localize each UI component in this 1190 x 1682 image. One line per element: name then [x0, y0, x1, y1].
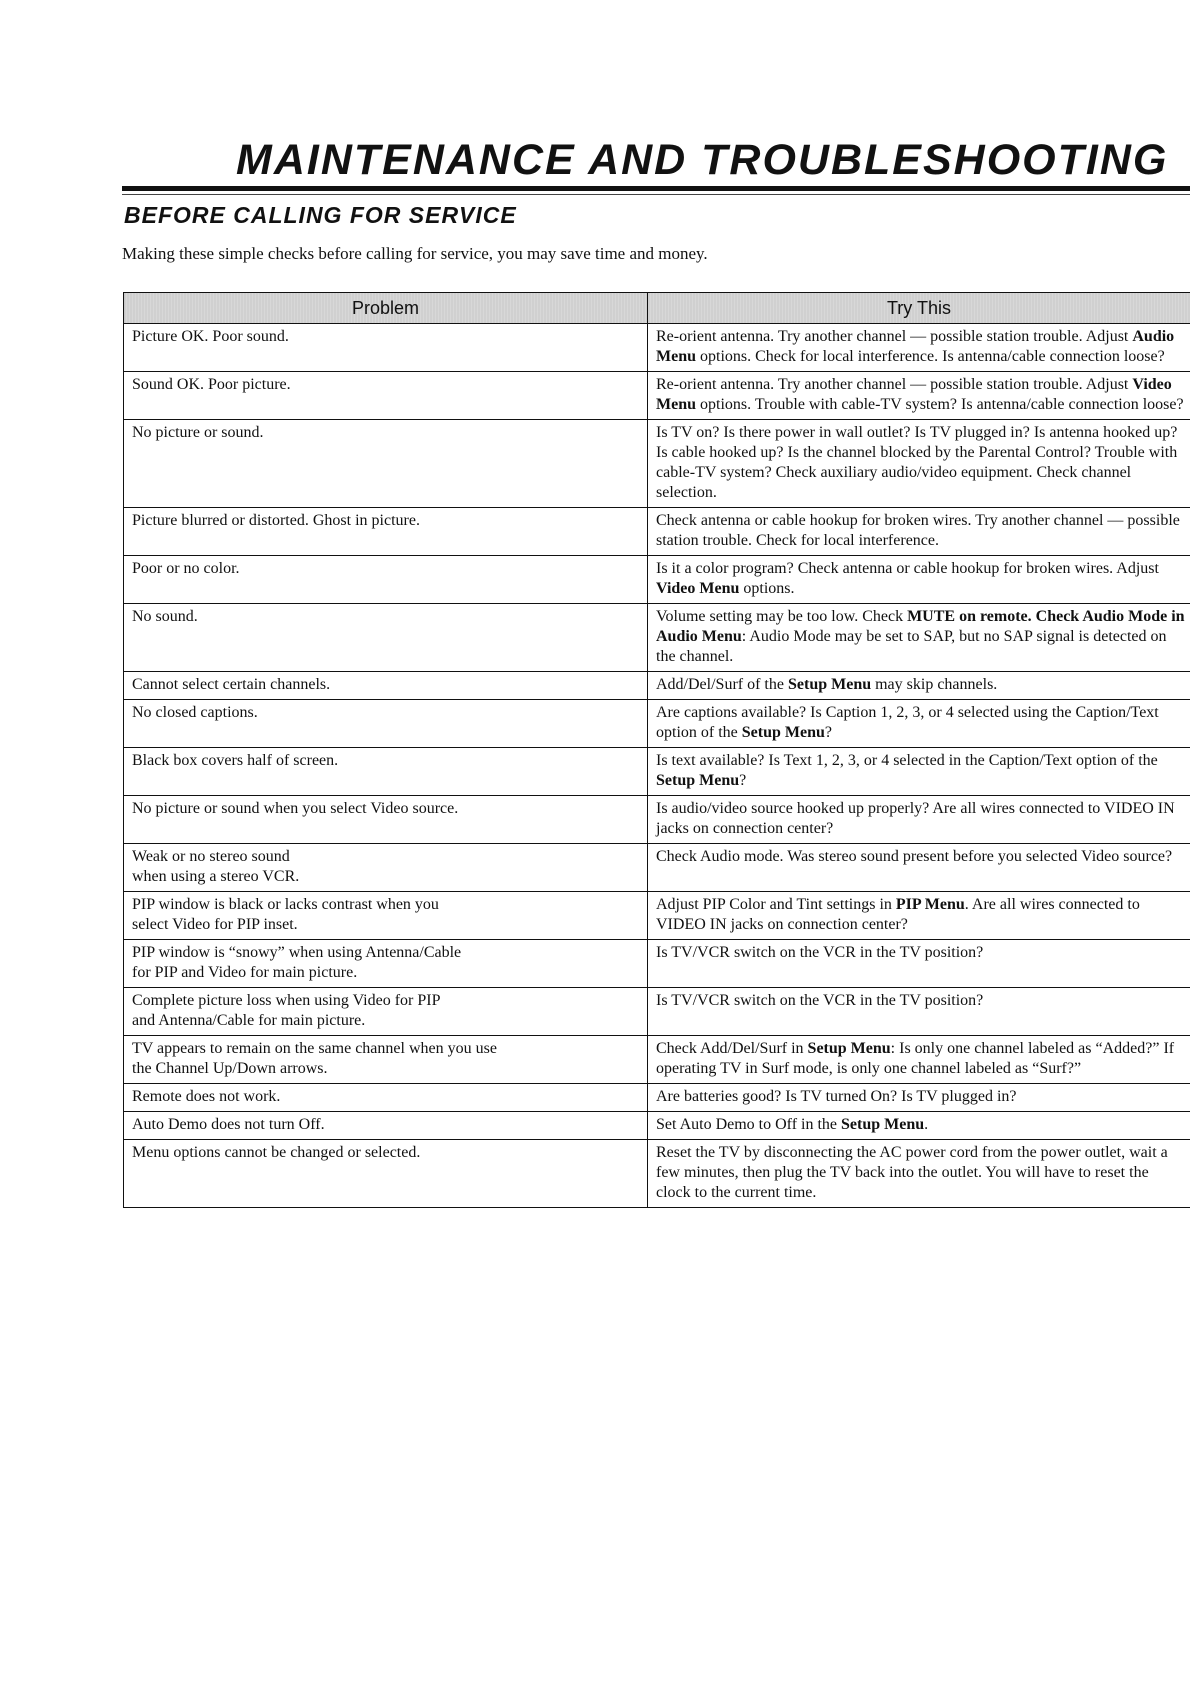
table-header-row: [124, 293, 1190, 324]
problem-cell: Remote does not work.: [124, 1084, 648, 1112]
page-title: MAINTENANCE AND TROUBLESHOOTING: [236, 136, 1169, 184]
table-row: [124, 508, 1190, 556]
table-row: [124, 748, 1190, 796]
problem-cell: PIP window is “snowy” when using Antenna/Cable for PIP and Video for main picture.: [124, 940, 648, 988]
header-try-this: Try This: [648, 293, 1190, 324]
problem-cell: TV appears to remain on the same channel when you use the Channel Up/Down arrows.: [124, 1036, 648, 1084]
table-row: [124, 844, 1190, 892]
try-this-cell: Add/Del/Surf of the Setup Menu may skip channels.: [648, 672, 1190, 700]
problem-cell: Black box covers half of screen.: [124, 748, 648, 796]
table-row: [124, 988, 1190, 1036]
try-this-cell: Is TV/VCR switch on the VCR in the TV position?: [648, 940, 1190, 988]
table-row: [124, 372, 1190, 420]
table-body: [124, 324, 1190, 1208]
table-row: [124, 420, 1190, 508]
table-row: [124, 892, 1190, 940]
problem-cell: No sound.: [124, 604, 648, 672]
problem-cell: Picture blurred or distorted. Ghost in picture.: [124, 508, 648, 556]
try-this-cell: Set Auto Demo to Off in the Setup Menu.: [648, 1112, 1190, 1140]
table-row: [124, 324, 1190, 372]
problem-cell: No picture or sound.: [124, 420, 648, 508]
table-row: [124, 1112, 1190, 1140]
problem-cell: Auto Demo does not turn Off.: [124, 1112, 648, 1140]
problem-cell: Complete picture loss when using Video for PIP and Antenna/Cable for main picture.: [124, 988, 648, 1036]
table-row: [124, 1036, 1190, 1084]
try-this-cell: Are captions available? Is Caption 1, 2, 3, or 4 selected using the Caption/Text option of the Setup Menu?: [648, 700, 1190, 748]
problem-cell: Picture OK. Poor sound.: [124, 324, 648, 372]
try-this-cell: Volume setting may be too low. Check MUTE on remote. Check Audio Mode in Audio Menu: Audio Mode may be set to SAP, but no SAP signal is detected on the channel.: [648, 604, 1190, 672]
problem-cell: Menu options cannot be changed or selected.: [124, 1140, 648, 1208]
try-this-cell: Check antenna or cable hookup for broken wires. Try another channel — possible station trouble. Check for local interference.: [648, 508, 1190, 556]
title-rule-thin: [122, 194, 1190, 195]
try-this-cell: Are batteries good? Is TV turned On? Is TV plugged in?: [648, 1084, 1190, 1112]
try-this-cell: Check Audio mode. Was stereo sound present before you selected Video source?: [648, 844, 1190, 892]
problem-cell: Poor or no color.: [124, 556, 648, 604]
problem-cell: PIP window is black or lacks contrast when you select Video for PIP inset.: [124, 892, 648, 940]
intro-text: Making these simple checks before calling for service, you may save time and money.: [122, 244, 708, 263]
problem-cell: No closed captions.: [124, 700, 648, 748]
problem-cell: Cannot select certain channels.: [124, 672, 648, 700]
troubleshooting-table: [123, 292, 1190, 1208]
problem-cell: Sound OK. Poor picture.: [124, 372, 648, 420]
table-row: [124, 700, 1190, 748]
try-this-cell: Is TV/VCR switch on the VCR in the TV position?: [648, 988, 1190, 1036]
try-this-cell: Re-orient antenna. Try another channel — possible station trouble. Adjust Audio Menu options. Check for local interference. Is antenna/cable connection loose?: [648, 324, 1190, 372]
table-row: [124, 556, 1190, 604]
table-row: [124, 1140, 1190, 1208]
try-this-cell: Re-orient antenna. Try another channel — possible station trouble. Adjust Video Menu options. Trouble with cable-TV system? Is antenna/cable connection loose?: [648, 372, 1190, 420]
table-row: [124, 940, 1190, 988]
try-this-cell: Is text available? Is Text 1, 2, 3, or 4 selected in the Caption/Text option of the Setup Menu?: [648, 748, 1190, 796]
try-this-cell: Reset the TV by disconnecting the AC power cord from the power outlet, wait a few minutes, then plug the TV back into the outlet. You will have to reset the clock to the current time.: [648, 1140, 1190, 1208]
header-problem: Problem: [124, 293, 648, 324]
problem-cell: No picture or sound when you select Video source.: [124, 796, 648, 844]
problem-cell: Weak or no stereo sound when using a stereo VCR.: [124, 844, 648, 892]
try-this-cell: Is audio/video source hooked up properly? Are all wires connected to VIDEO IN jacks on connection center?: [648, 796, 1190, 844]
table-row: [124, 796, 1190, 844]
section-heading: BEFORE CALLING FOR SERVICE: [124, 202, 517, 228]
try-this-cell: Check Add/Del/Surf in Setup Menu: Is only one channel labeled as “Added?” If operating TV in Surf mode, is only one channel labeled as “Surf?”: [648, 1036, 1190, 1084]
try-this-cell: Is TV on? Is there power in wall outlet? Is TV plugged in? Is antenna hooked up? Is cable hooked up? Is the channel blocked by the Parental Control? Trouble with cable-TV system? Check auxiliary audio/video equipment. Check channel selection.: [648, 420, 1190, 508]
table-row: [124, 604, 1190, 672]
try-this-cell: Adjust PIP Color and Tint settings in PIP Menu. Are all wires connected to VIDEO IN jacks on connection center?: [648, 892, 1190, 940]
table-row: [124, 1084, 1190, 1112]
try-this-cell: Is it a color program? Check antenna or cable hookup for broken wires. Adjust Video Menu options.: [648, 556, 1190, 604]
table-row: [124, 672, 1190, 700]
title-rule: [122, 186, 1190, 191]
